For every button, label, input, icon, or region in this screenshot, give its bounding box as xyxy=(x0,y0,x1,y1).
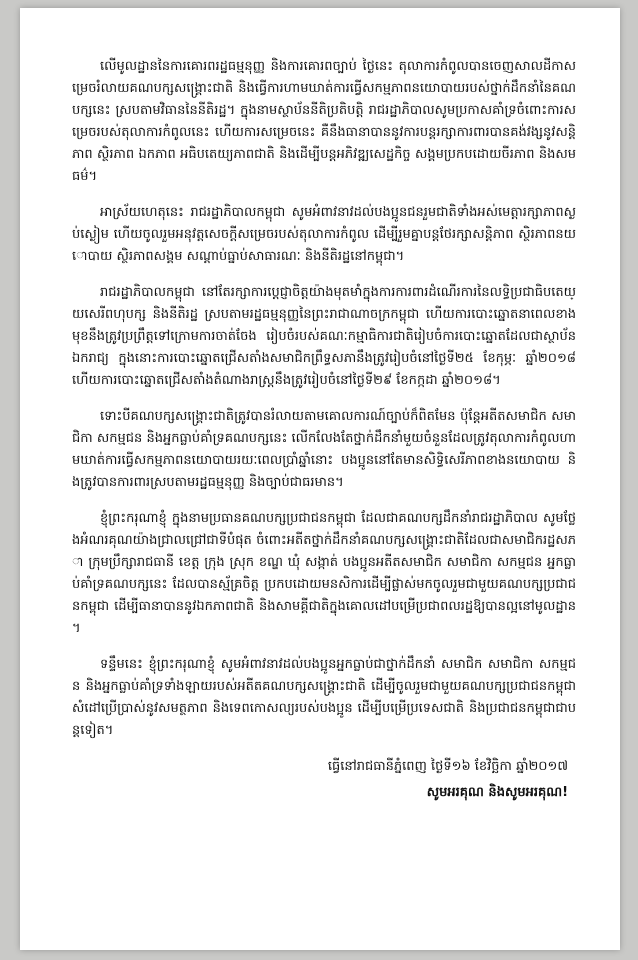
paragraph-5: ខ្ញុំព្រះករុណាខ្ញុំ ក្នុងនាមប្រធានគណបក្សប្រជាជនកម្ពុជា ដែលជាគណបក្សដឹកនាំរាជរដ្ឋាភិបាល សូមថ្លែងអំណរគុណយ៉ាងជ្រាលជ្រៅជាទីបំផុត ចំពោះអតីតថ្នាក់ដឹកនាំគណបក្សសង្គ្រោះជាតិដែលជាសមាជិករដ្ឋសភា ក្រុមប្រឹក្សារាជធានី ខេត្ត ក្រុង ស្រុក ខណ្ឌ ឃុំ សង្កាត់ បងប្អូនអតីតសមាជិក សមាជិកា សកម្មជន អ្នកធ្លាប់គាំទ្រគណបក្សនេះ ដែលបានស្ម័គ្រចិត្ត ប្រកបដោយមនសិការដើម្បីផ្លាស់មកចូលរួមជាមួយគណបក្សប្រជាជនកម្ពុជា ដើម្បីធានាបាននូវឯកភាពជាតិ និងសាមគ្គីជាតិក្នុងគោលដៅបម្រើប្រជាពលរដ្ឋឱ្យបានល្អនៅមូលដ្ឋាន។ xyxy=(72,511,576,636)
paragraph-2: អាស្រ័យហេតុនេះ រាជរដ្ឋាភិបាលកម្ពុជា សូមអំពាវនាវដល់បងប្អូនជនរួមជាតិទាំងអស់មេត្តារក្សាភាពស្ងប់ស្ងៀម ហើយចូលរួមអនុវត្តសេចក្តីសម្រេចរបស់តុលាការកំពូល ដើម្បីរួមគ្នាបន្តថែរក្សាសន្តិភាព ស្ថិរភាពនយោបាយ ស្ថិរភាពសង្គម សណ្តាប់ធ្នាប់សាធារណៈ និងនីតិរដ្ឋនៅកម្ពុជា។ xyxy=(72,205,576,264)
paragraph-1: លើមូលដ្ឋាននៃការគោរពរដ្ឋធម្មនុញ្ញ និងការគោរពច្បាប់ ថ្ងៃនេះ តុលាការកំពូលបានចេញសាលដីកាសម្រេចរំលាយគណបក្សសង្គ្រោះជាតិ និងធ្វើការហាមឃាត់ការធ្វើសកម្មភាពនយោបាយរបស់ថ្នាក់ដឹកនាំនៃគណបក្សនេះ ស្របតាមវិធាននៃនីតិរដ្ឋ។ ក្នុងនាមស្ថាប័ននីតិប្រតិបត្តិ រាជរដ្ឋាភិបាលសូមប្រកាសគាំទ្រចំពោះការសម្រេចរបស់តុលាការកំពូលនេះ ហើយការសម្រេចនេះ គឺនឹងធានាបាននូវការបន្តរក្សាការពារបានគង់វង្សនូវសន្តិភាព ស្ថិរភាព ឯកភាព អធិបតេយ្យភាពជាតិ និងដើម្បីបន្តអភិវឌ្ឍសេដ្ឋកិច្ច សង្គមប្រកបដោយចីរភាព និងសមធម៌។ xyxy=(72,59,576,184)
document-page xyxy=(20,8,620,950)
date-line: ធ្វើនៅរាជធានីភ្នំពេញ ថ្ងៃទី១៦ ខែវិច្ឆិកា ឆ្នាំ២០១៧ xyxy=(327,759,568,774)
paragraph-6: ទន្ទឹមនេះ ខ្ញុំព្រះករុណាខ្ញុំ សូមអំពាវនាវដល់បងប្អូនអ្នកធ្លាប់ជាថ្នាក់ដឹកនាំ សមាជិក សមាជិកា សកម្មជន និងអ្នកធ្លាប់គាំទ្រទាំងឡាយរបស់អតីតគណបក្សសង្គ្រោះជាតិ ដើម្បីចូលរួមជាមួយគណបក្សប្រជាជនកម្ពុជា សំដៅប្រើប្រាស់នូវសមត្ថភាព និងទេពកោសល្យរបស់បងប្អូន ដើម្បីបម្រើប្រទេសជាតិ និងប្រជាជនកម្ពុជាជាបន្តទៀត។ xyxy=(72,657,576,738)
closing-line: សូមអរគុណ និងសូមអរគុណ! xyxy=(426,785,568,800)
paragraph-3: រាជរដ្ឋាភិបាលកម្ពុជា នៅតែរក្សាការប្តេជ្ញាចិត្តយ៉ាងមុតមាំក្នុងការការពារដំណើរការនៃលទ្ធិប្រជាធិបតេយ្យសេរីពហុបក្ស និងនីតិរដ្ឋ ស្របតាមរដ្ឋធម្មនុញ្ញនៃព្រះរាជាណាចក្រកម្ពុជា ហើយការបោះឆ្នោតនាពេលខាងមុខនឹងត្រូវប្រព្រឹត្តទៅក្រោមការចាត់ចែង រៀបចំរបស់គណៈកម្មាធិការជាតិរៀបចំការបោះឆ្នោតដែលជាស្ថាប័នឯករាជ្យ ក្នុងនោះការបោះឆ្នោតជ្រើសតាំងសមាជិកព្រឹទ្ធសភានឹងត្រូវរៀបចំនៅថ្ងៃទី២៥ ខែកុម្ភៈ ឆ្នាំ២០១៨ ហើយការបោះឆ្នោតជ្រើសតាំងតំណាងរាស្ត្រនឹងត្រូវរៀបចំនៅថ្ងៃទី២៩ ខែកក្កដា ឆ្នាំ២០១៨។ xyxy=(72,285,576,388)
paragraph-4: ទោះបីគណបក្សសង្គ្រោះជាតិត្រូវបានរំលាយតាមគោលការណ៍ច្បាប់ក៏ពិតមែន ប៉ុន្តែអតីតសមាជិក សមាជិកា សកម្មជន និងអ្នកធ្លាប់គាំទ្រគណបក្សនេះ លើកលែងតែថ្នាក់ដឹកនាំមួយចំនួនដែលត្រូវតុលាការកំពូលហាមឃាត់ការធ្វើសកម្មភាពនយោបាយរយៈពេលប្រាំឆ្នាំនោះ បងប្អូននៅតែមានសិទ្ធិសេរីភាពខាងនយោបាយ និងត្រូវបានការពារស្របតាមរដ្ឋធម្មនុញ្ញ និងច្បាប់ជាធរមាន។ xyxy=(72,409,576,490)
